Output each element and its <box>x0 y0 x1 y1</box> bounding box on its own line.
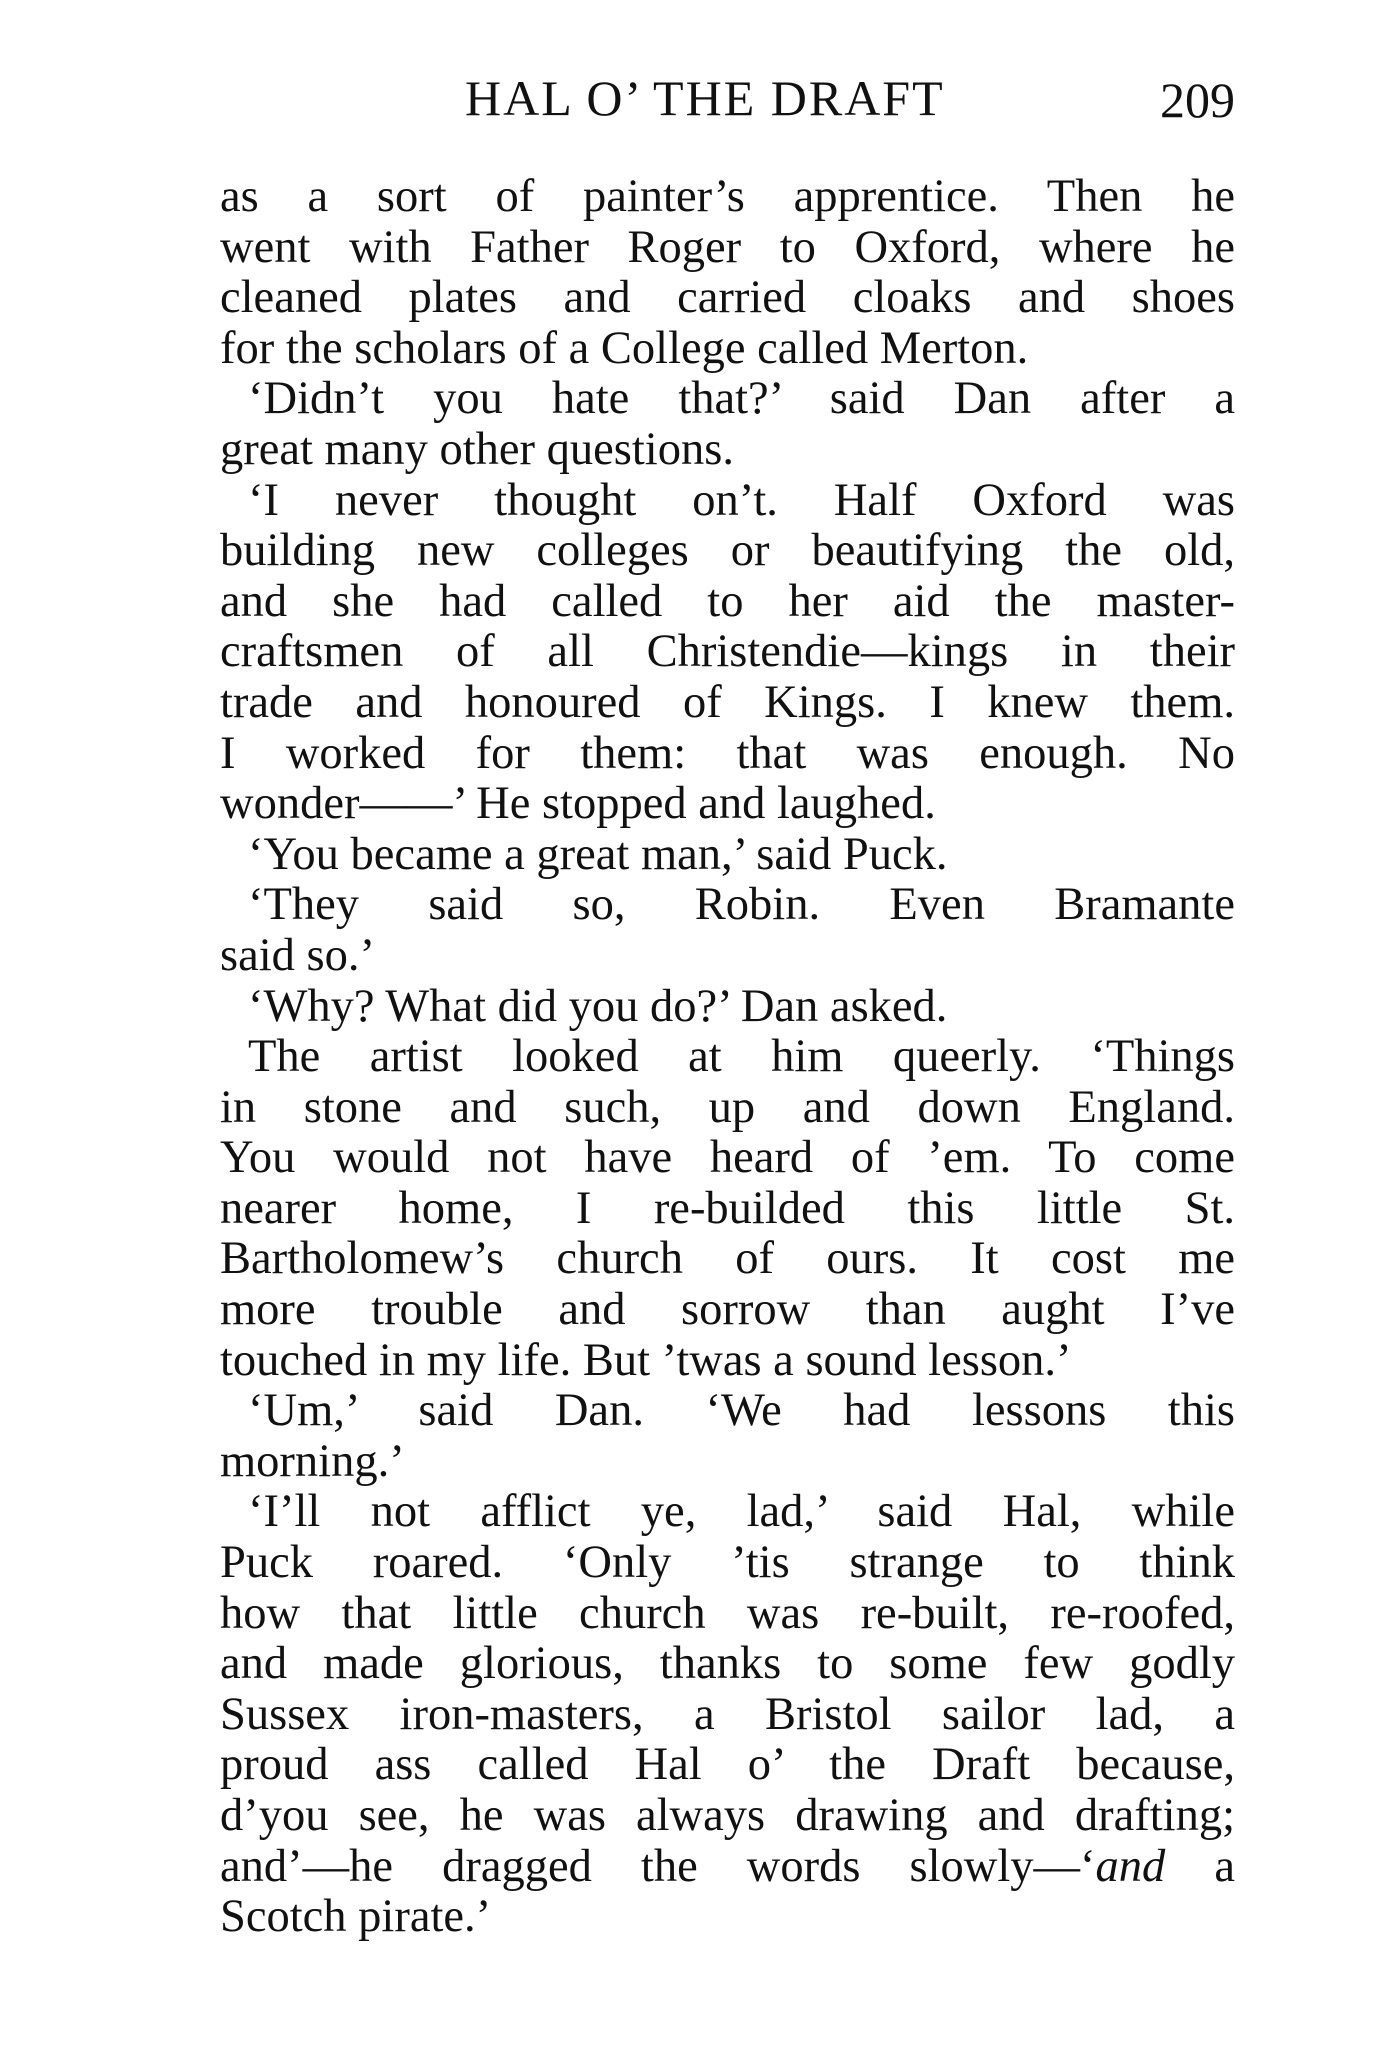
text-line: Bartholomew’s church of ours. It cost me <box>220 1233 1235 1285</box>
text-line: morning.’ <box>220 1435 405 1487</box>
text-line: ‘They said so, Robin. Even Bramante <box>248 879 1235 931</box>
text-line: in stone and such, up and down England. <box>220 1081 1235 1133</box>
body-text <box>220 172 1235 1943</box>
text-line: Scotch pirate.’ <box>220 1891 492 1943</box>
text-line: as a sort of painter’s apprentice. Then he <box>220 171 1235 222</box>
text-line: ‘Didn’t you hate that?’ said Dan after a <box>248 373 1235 425</box>
text-line: building new colleges or beautifying the old, <box>220 525 1235 577</box>
italic-word: and <box>1095 1840 1166 1892</box>
text-line: trade and honoured of Kings. I knew them. <box>220 676 1235 728</box>
text-line: touched in my life. But ’twas a sound lesson.’ <box>220 1334 1072 1386</box>
text-line: Sussex iron-masters, a Bristol sailor lad, a <box>220 1688 1235 1740</box>
text-line: great many other questions. <box>220 423 734 475</box>
text-line: how that little church was re-built, re-roofed, <box>220 1587 1235 1639</box>
text-line: and made glorious, thanks to some few godly <box>220 1638 1235 1690</box>
text-line: craftsmen of all Christendie—kings in their <box>220 626 1235 678</box>
text-line: proud ass called Hal o’ the Draft because, <box>220 1739 1235 1791</box>
text-line: d’you see, he was always drawing and drafting; <box>220 1790 1235 1841</box>
running-title: HAL O’ THE DRAFT <box>465 70 945 126</box>
text-line: and’—he dragged the words slowly—‘and a <box>220 1840 1236 1892</box>
text-line: more trouble and sorrow than aught I’ve <box>220 1284 1235 1336</box>
text-line: cleaned plates and carried cloaks and shoes <box>220 272 1235 324</box>
text-line: ‘I’ll not afflict ye, lad,’ said Hal, while <box>248 1486 1235 1538</box>
text-line: went with Father Roger to Oxford, where he <box>220 221 1235 273</box>
text-line: wonder——’ He stopped and laughed. <box>220 778 936 830</box>
line-tail: a <box>1165 1840 1236 1892</box>
text-line: I worked for them: that was enough. No <box>220 727 1235 779</box>
text-line: said so.’ <box>220 929 375 981</box>
text-line: ‘I never thought on’t. Half Oxford was <box>248 474 1235 526</box>
page-number: 209 <box>1160 72 1235 128</box>
text-line: ‘Um,’ said Dan. ‘We had lessons this <box>248 1385 1235 1437</box>
text-line: ‘You became a great man,’ said Puck. <box>248 828 948 880</box>
text-line: nearer home, I re-builded this little St. <box>220 1182 1235 1234</box>
text-line: for the scholars of a College called Merton. <box>220 322 1029 374</box>
text-line: The artist looked at him queerly. ‘Things <box>248 1031 1235 1083</box>
text-line: and she had called to her aid the master- <box>220 575 1235 627</box>
text-line: You would not have heard of ’em. To come <box>220 1132 1235 1184</box>
text-line: ‘Why? What did you do?’ Dan asked. <box>248 980 948 1032</box>
text-line: Puck roared. ‘Only ’tis strange to think <box>220 1537 1235 1589</box>
page-header <box>220 68 1235 128</box>
